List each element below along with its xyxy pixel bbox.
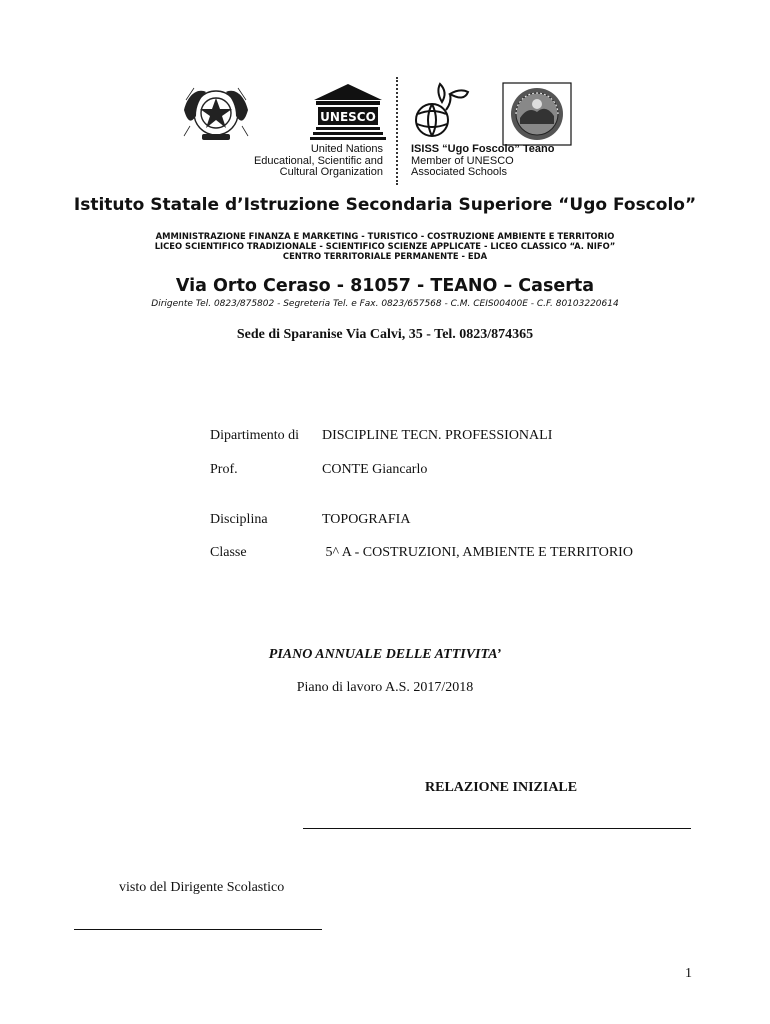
- initial-report-heading: RELAZIONE INIZIALE: [425, 780, 578, 795]
- plan-title: PIANO ANNUALE DELLE ATTIVITA’: [268, 647, 502, 662]
- unesco-caption-line: Cultural Organization: [279, 166, 383, 178]
- unesco-caption-line: United Nations: [310, 143, 383, 155]
- unesco-caption-line: Educational, Scientific and: [253, 154, 383, 167]
- school-courses-line: LICEO SCIENTIFICO TRADIZIONALE - SCIENTIFICO SCIENZE APPLICATE - LICEO CLASSICO “A. NIFO”: [154, 241, 616, 251]
- school-contacts: Dirigente Tel. 0823/875802 - Segreteria Tel. e Fax. 0823/657568 - C.M. CEIS00400E - C.F. 80103220614: [151, 299, 619, 309]
- asp-caption: [411, 144, 591, 179]
- unesco-caption: [200, 144, 383, 179]
- class-value: 5^ A - COSTRUZIONI, AMBIENTE E TERRITORIO: [322, 545, 633, 560]
- principal-approval-label: visto del Dirigente Scolastico: [119, 880, 285, 895]
- class-label: Classe: [210, 545, 247, 560]
- school-title: Istituto Statale d’Istruzione Secondaria Superiore “Ugo Foscolo”: [73, 195, 697, 215]
- unesco-logo-text: UNESCO: [320, 110, 376, 124]
- asp-caption-line: Associated Schools: [411, 166, 507, 178]
- department-value: DISCIPLINE TECN. PROFESSIONALI: [322, 428, 553, 443]
- plan-subtitle: Piano di lavoro A.S. 2017/2018: [296, 680, 474, 695]
- report-underline: [303, 828, 691, 829]
- italian-republic-emblem-icon: [176, 80, 256, 146]
- unesco-asp-globe-logo-icon: [406, 80, 476, 144]
- department-label: Dipartimento di: [210, 428, 300, 443]
- subject-label: Disciplina: [210, 512, 268, 527]
- asp-caption-line: Member of UNESCO: [411, 154, 514, 167]
- subject-value: TOPOGRAFIA: [322, 512, 411, 527]
- page-number: 1: [685, 966, 692, 981]
- school-courses-line: CENTRO TERRITORIALE PERMANENTE - EDA: [282, 251, 488, 261]
- school-branch: Sede di Sparanise Via Calvi, 35 - Tel. 0823/874365: [236, 327, 534, 342]
- school-seal-icon: [502, 82, 572, 146]
- header-divider: [396, 77, 398, 185]
- signature-line: [74, 929, 322, 930]
- school-courses-line: AMMINISTRAZIONE FINANZA E MARKETING - TURISTICO - COSTRUZIONE AMBIENTE E TERRITORIO: [155, 231, 615, 241]
- asp-caption-line: ISISS “Ugo Foscolo” Teano: [411, 143, 555, 155]
- school-address: Via Orto Ceraso - 81057 - TEANO – Caserta: [175, 276, 595, 296]
- teacher-label: Prof.: [210, 462, 238, 477]
- unesco-temple-logo-icon: [310, 82, 386, 140]
- teacher-value: CONTE Giancarlo: [322, 462, 428, 477]
